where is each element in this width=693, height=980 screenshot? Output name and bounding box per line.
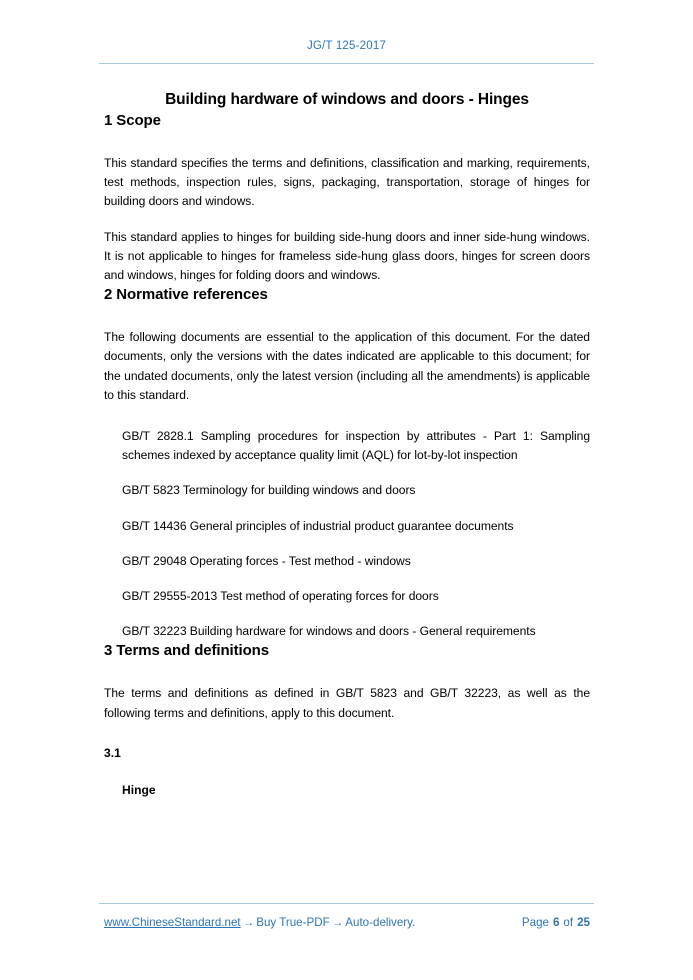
arrow-right-icon: → xyxy=(331,916,344,929)
reference-item: GB/T 29555-2013 Test method of operating forces for doors xyxy=(122,589,439,604)
page-footer xyxy=(104,915,590,935)
term-entry-number: 3.1 xyxy=(104,745,121,760)
page-header xyxy=(99,38,594,54)
standard-code-header: JG/T 125-2017 xyxy=(306,40,387,52)
scope-paragraph-1: This standard specifies the terms and definitions, classification and marking, requirements, test methods, inspection rules, signs, packaging, transportation, storage of hinges for building doors and windows. xyxy=(104,156,590,209)
page-number-indicator xyxy=(522,915,590,931)
footer-promo-line xyxy=(104,915,415,931)
footer-promo-buy-pdf: Buy True-PDF xyxy=(256,916,330,929)
terms-paragraph-1: The terms and definitions as defined in GB/T 5823 and GB/T 32223, as well as the following terms and definitions, apply to this document. xyxy=(104,686,590,720)
normative-references-paragraph-1: The following documents are essential to the application of this document. For the dated documents, only the versions with the dates indicated are applicable to this document; for the undated documents, only the latest version (including all the amendments) is applicable to this standard. xyxy=(104,330,590,402)
reference-item: GB/T 14436 General principles of industrial product guarantee documents xyxy=(122,518,514,533)
scope-paragraph-2: This standard applies to hinges for building side-hung doors and inner side-hung windows. It is not applicable to hinges for frameless side-hung glass doors, hinges for screen doors and windows, hinges for folding doors and windows. xyxy=(104,229,590,283)
document-content xyxy=(104,84,590,800)
reference-item: GB/T 29048 Operating forces - Test method - windows xyxy=(122,553,411,568)
current-page-number: 6 xyxy=(552,916,560,929)
of-label: of xyxy=(563,916,574,929)
total-page-count: 25 xyxy=(577,916,590,929)
document-title: Building hardware of windows and doors - Hinges xyxy=(165,91,529,108)
arrow-right-icon: → xyxy=(242,916,255,929)
reference-item: GB/T 5823 Terminology for building windows and doors xyxy=(122,483,416,498)
footer-divider xyxy=(99,903,594,904)
header-divider xyxy=(99,63,594,64)
term-entry-name: Hinge xyxy=(122,783,156,798)
reference-item: GB/T 2828.1 Sampling procedures for inspection by attributes - Part 1: Sampling schemes indexed by acceptance quality limit (AQL) for lot-by-lot inspection xyxy=(122,429,590,463)
footer-promo-auto-delivery: Auto-delivery. xyxy=(345,916,416,929)
section-heading-terms-and-definitions: 3 Terms and definitions xyxy=(104,642,269,660)
reference-item: GB/T 32223 Building hardware for windows and doors - General requirements xyxy=(122,624,536,639)
website-link[interactable]: www.ChineseStandard.net xyxy=(104,916,241,929)
page-label: Page xyxy=(521,916,549,929)
section-heading-scope: 1 Scope xyxy=(104,112,161,129)
section-heading-normative-references: 2 Normative references xyxy=(104,286,268,304)
